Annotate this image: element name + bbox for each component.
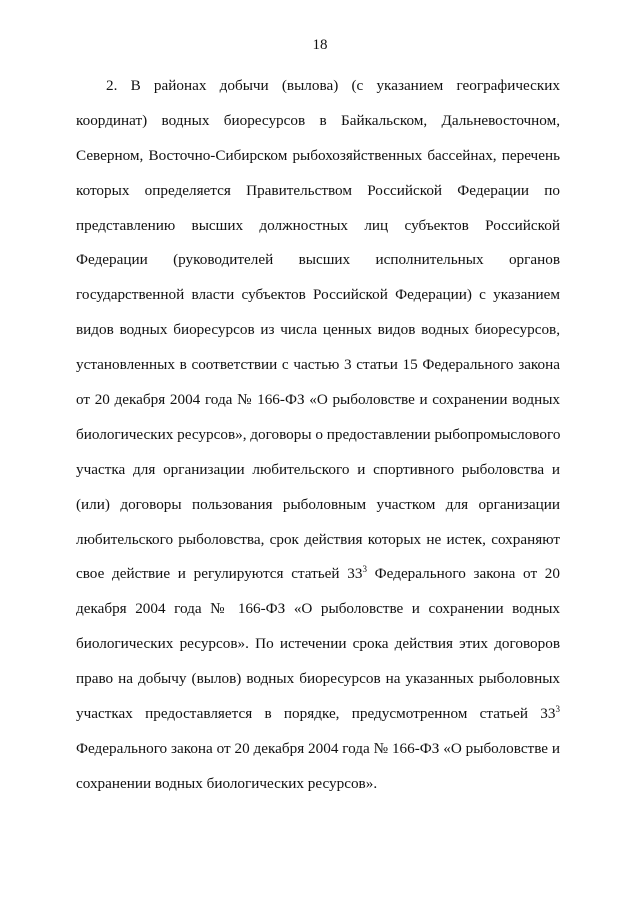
- paragraph-line: (или) договоры пользования рыболовным участком для организации: [76, 495, 560, 513]
- paragraph-line: видов водных биоресурсов из числа ценных видов водных биоресурсов,: [76, 321, 560, 339]
- paragraph-line: от 20 декабря 2004 года № 166-ФЗ «О рыболовстве и сохранении водных: [76, 391, 560, 409]
- paragraph-line: 2. В районах добычи (вылова) (с указанием географических: [106, 77, 560, 94]
- paragraph-line: право на добычу (вылов) водных биоресурсов на указанных рыболовных: [76, 670, 560, 688]
- paragraph-line: Федерации (руководителей высших исполнительных органов: [76, 251, 560, 269]
- paragraph-line-with-superscript: [76, 564, 560, 599]
- line-text-part: свое действие и регулируются статьей 33: [76, 565, 363, 583]
- paragraph-line: декабря 2004 года № 166-ФЗ «О рыболовстве и сохранении водных: [76, 600, 560, 618]
- paragraph-line: Северном, Восточно-Сибирском рыбохозяйственных бассейнах, перечень: [76, 146, 560, 164]
- superscript-article-number: 3: [555, 704, 560, 715]
- paragraph-line: биологических ресурсов», договоры о предоставлении рыбопромыслового: [76, 425, 561, 443]
- paragraph-line: установленных в соответствии с частью 3 статьи 15 Федерального закона: [76, 356, 560, 374]
- paragraph-line: государственной власти субъектов Российской Федерации) с указанием: [76, 286, 560, 304]
- paragraph-line-last: сохранении водных биологических ресурсов».: [76, 774, 378, 792]
- page-number: 18: [312, 37, 328, 53]
- paragraph-line: Федерального закона от 20 декабря 2004 года № 166-ФЗ «О рыболовстве и: [76, 739, 560, 757]
- paragraph-line-with-superscript: [76, 704, 560, 739]
- paragraph-line: представлению высших должностных лиц субъектов Российской: [76, 216, 560, 234]
- paragraph-line: которых определяется Правительством Российской Федерации по: [76, 181, 560, 199]
- line-text-part: Федерального закона от 20: [374, 565, 560, 583]
- line-text-part: участках предоставляется в порядке, предусмотренном статьей 33: [76, 705, 556, 723]
- paragraph-body: [76, 76, 560, 809]
- superscript-article-number: 3: [362, 564, 367, 575]
- paragraph-line: координат) водных биоресурсов в Байкальском, Дальневосточном,: [76, 111, 560, 129]
- paragraph-line: любительского рыболовства, срок действия которых не истек, сохраняют: [76, 530, 560, 548]
- paragraph-line: участка для организации любительского и спортивного рыболовства и: [76, 460, 560, 478]
- paragraph-line: биологических ресурсов». По истечении срока действия этих договоров: [76, 635, 560, 653]
